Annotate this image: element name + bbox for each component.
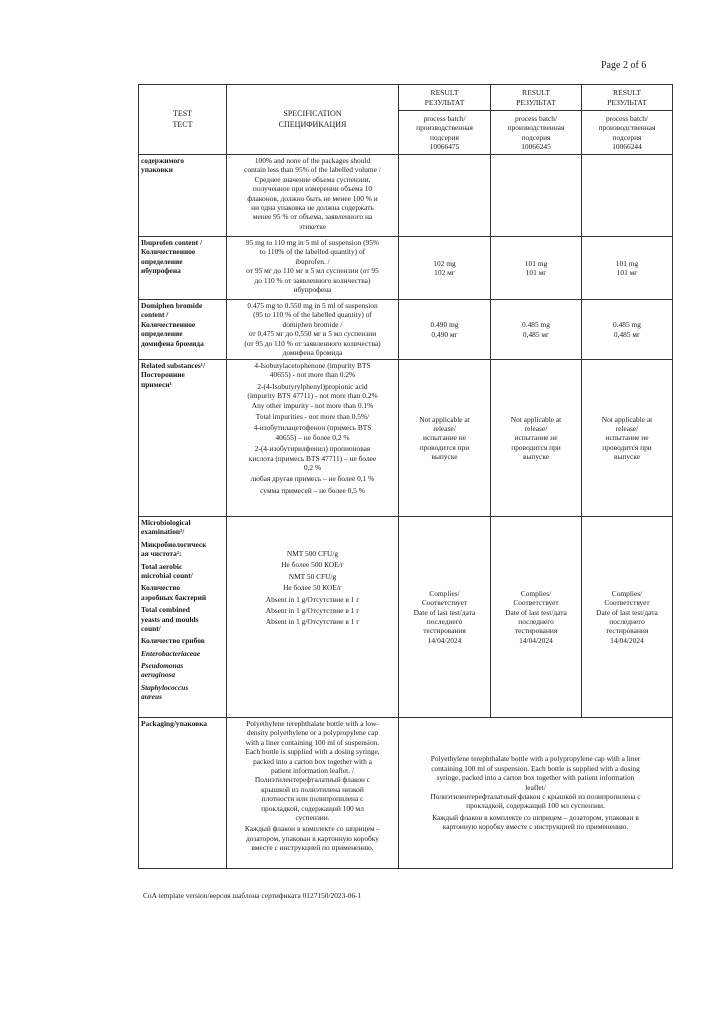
spec-volume: 100% and none of the packages should contain less than 95% of the labelled volume / Среднее значение объема суспензии, полученное при измерении объема 10 флаконов, должно быть не менее 100 % и ни одна упаковка не должна содержать менее 95 % от объема, заявленного на этикетке — [227, 155, 399, 237]
test-domiphen: Domiphen bromide content / Количественное определение домифена бромида — [139, 300, 227, 360]
page-number: Page 2 of 6 — [601, 60, 647, 71]
result-volume-1 — [399, 155, 491, 237]
header-result-2: RESULT РЕЗУЛЬТАТ — [491, 85, 582, 111]
result-related-2: Not applicable at release/ испытание не проводится при выпуске — [491, 360, 582, 517]
header-specification: SPECIFICATION СПЕЦИФИКАЦИЯ — [227, 85, 399, 155]
batch-1: process batch/ производственная подсерия 10066475 — [399, 111, 491, 155]
table-row — [139, 718, 673, 869]
result-volume-3 — [582, 155, 673, 237]
table-row — [139, 300, 673, 360]
batch-2: process batch/ производственная подсерия 10066245 — [491, 111, 582, 155]
batch-3: process batch/ производственная подсерия 10066244 — [582, 111, 673, 155]
header-test: TEST ТЕСТ — [139, 85, 227, 155]
spec-related-substances: 4-Isobutylacetophenone (impurity BTS 40655) - not more than 0.2% 2-(4-Isobutyrylphenyl)propionic acid (impurity BTS 47711) - not more than 0.2% Any other impurity - not more than 0.1% Total impurities - not more than 0.5%/ 4-изобутилацетофенон (примесь BTS 40655) – не более 0,2 % 2-(4-изобутирилфенил) пропионовая кислота (примесь BTS 47711) – не более 0,2 % любая другая примесь – не более 0,1 % сумма примесей – не более 0,5 % — [227, 360, 399, 517]
test-packaging: Packaging/упаковка — [139, 718, 227, 869]
test-ibuprofen: Ibuprofen content / Количественное определение ибупрофена — [139, 237, 227, 300]
table-header-row — [139, 85, 673, 111]
result-ibuprofen-3: 101 mg 101 мг — [582, 237, 673, 300]
result-ibuprofen-1: 102 mg 102 мг — [399, 237, 491, 300]
spec-ibuprofen: 95 mg to 110 mg in 5 ml of suspension (95% to 110% of the labelled quantity) of ibuprofen. / от 95 мг до 110 мг в 5 мл суспензии (от 95 до 110 % от заявленного количества) ибупрофена — [227, 237, 399, 300]
spec-packaging: Polyethylene terephthalate bottle with a low- density polyethylene or a polypropylene cap with a liner containing 100 ml of suspension. Each bottle is supplied with a dosing syringe, packed into a carton box together with a patient information leaflet. / Полиэтилентерефталатный флакон с крышкой из полиэтилена низкой плотности или полипропилена с прокладкой, содержащий 100 мл суспензии. Каждый флакон в комплекте со шприцем – дозатором, упакован в картонную коробку вместе с инструкцией по применению. — [227, 718, 399, 869]
spec-domiphen: 0.475 mg to 0.550 mg in 5 ml of suspension (95 to 110 % of the labelled quantity) of domiphen bromide / от 0,475 мг до 0,550 мг в 5 мл суспензии (от 95 до 110 % от заявленного количества) домифена бромида — [227, 300, 399, 360]
header-result-1: RESULT РЕЗУЛЬТАТ — [399, 85, 491, 111]
test-related-substances: Related substances¹/ Посторонние примеси¹ — [139, 360, 227, 517]
table-row — [139, 155, 673, 237]
test-microbiological: Microbiological examination²/ Микробиологическ ая чистота²: Total aerobic microbial count/ Количество аэробных бактерий Total combined yeasts and moulds count/ Количество грибов Enterobacteriaceae Pseudomonas aeruginosa Staphylococcus aureus — [139, 517, 227, 718]
result-domiphen-3: 0.485 mg 0,485 мг — [582, 300, 673, 360]
result-related-1: Not applicable at release/ испытание не проводится при выпуске — [399, 360, 491, 517]
footer-template-version: CoA template version/версия шаблона сертификата 0127150/2023-06-1 — [143, 891, 362, 900]
result-domiphen-1: 0.490 mg 0,490 мг — [399, 300, 491, 360]
table-row — [139, 517, 673, 718]
coa-results-table — [138, 84, 673, 869]
result-related-3: Not applicable at release/ испытание не проводится при выпуске — [582, 360, 673, 517]
table-row — [139, 360, 673, 517]
result-micro-2: Complies/ Соответствует Date of last test/дата последнего тестирования 14/04/2024 — [491, 517, 582, 718]
test-volume: содержимого упаковки — [139, 155, 227, 237]
spec-microbiological: NMT 500 CFU/g Не более 500 КОЕ/г NMT 50 CFU/g Не более 50 КОЕ/г Absent in 1 g/Отсутствие в 1 г Absent in 1 g/Отсутствие в 1 г Absent in 1 g/Отсутствие в 1 г — [227, 517, 399, 718]
result-micro-3: Complies/ Соответствует Date of last test/дата последнего тестирования 14/04/2024 — [582, 517, 673, 718]
result-volume-2 — [491, 155, 582, 237]
result-packaging: Polyethylene terephthalate bottle with a polypropylene cap with a liner containing 100 ml of suspension. Each bottle is supplied with a dosing syringe, packed into a carton box together with patient information leaflet/ Полиэтилентерефталатный флакон с крышкой из полипропилена с прокладкой, содержащий 100 мл суспензии. Каждый флакон в комплекте со шприцем – дозатором, упакован в картонную коробку вместе с инструкцией по применению. — [399, 718, 673, 869]
result-ibuprofen-2: 101 mg 101 мг — [491, 237, 582, 300]
result-domiphen-2: 0.485 mg 0,485 мг — [491, 300, 582, 360]
header-result-3: RESULT РЕЗУЛЬТАТ — [582, 85, 673, 111]
table-row — [139, 237, 673, 300]
result-micro-1: Complies/ Соответствует Date of last test/дата последнего тестирования 14/04/2024 — [399, 517, 491, 718]
